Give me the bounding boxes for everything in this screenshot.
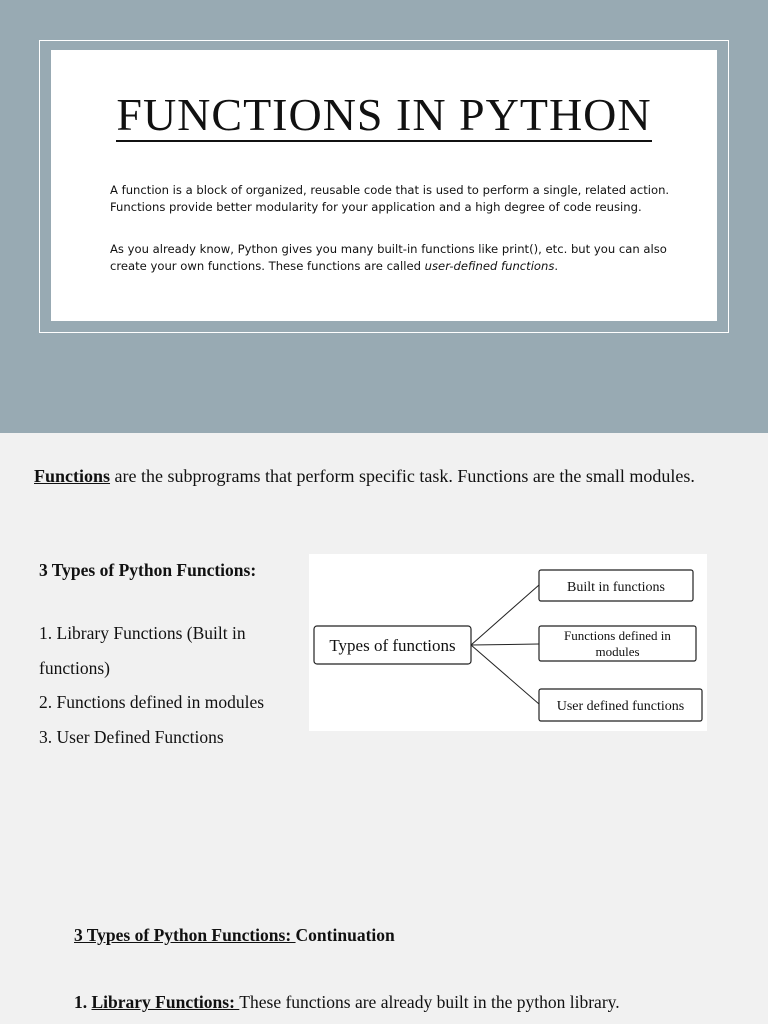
- child-node-label: Functions defined in: [564, 628, 671, 643]
- connector-line: [471, 645, 539, 704]
- types-heading: 3 Types of Python Functions:: [39, 560, 257, 580]
- slide-title: FUNCTIONS IN PYTHON: [116, 89, 652, 140]
- child-node-label: User defined functions: [556, 699, 685, 714]
- title-slide: [0, 0, 768, 433]
- types-list: [39, 616, 309, 754]
- intro-paragraph: Functions are the subprograms that perform specific task. Functions are the small modules.: [34, 466, 695, 486]
- connector-line: [471, 585, 539, 645]
- library-functions-line: 1. Library Functions: These functions are already built in the python library.: [74, 992, 620, 1012]
- list-item: 3. User Defined Functions: [39, 726, 224, 747]
- child-node-label: modules: [595, 644, 640, 659]
- connector-line: [471, 644, 539, 645]
- root-node-label: Types of functions: [329, 636, 456, 655]
- child-node-label: Built in functions: [567, 580, 665, 595]
- list-item: functions): [39, 657, 110, 678]
- slide-paragraph-2: As you already know, Python gives you many built-in functions like print(), etc. but you can also create your own functions. These functions are called user-defined functions.: [110, 242, 667, 273]
- continuation-heading: 3 Types of Python Functions: Continuation: [74, 925, 395, 945]
- user-defined-functions-term: user-defined functions: [424, 258, 555, 273]
- list-item: 2. Functions defined in modules: [39, 692, 265, 712]
- types-diagram: [309, 554, 707, 731]
- library-functions-term: Library Functions:: [91, 992, 240, 1012]
- functions-term: Functions: [34, 466, 111, 486]
- slide-paragraph-1: A function is a block of organized, reusable code that is used to perform a single, related action. Functions provide better modularity for your application and a high degree of code reusing.: [110, 183, 670, 214]
- list-item: 1. Library Functions (Built in: [39, 623, 246, 643]
